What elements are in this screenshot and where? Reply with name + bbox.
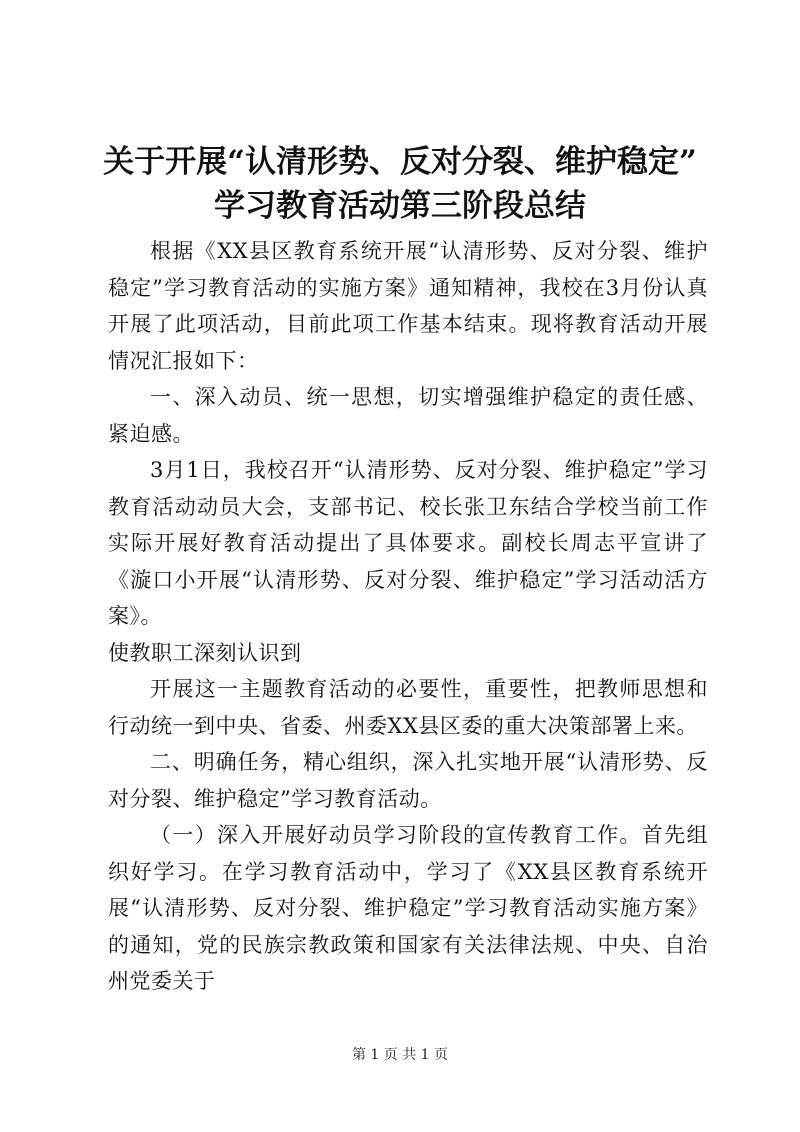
paragraph-necessity: 开展这一主题教育活动的必要性，重要性，把教师思想和行动统一到中央、省委、州委XX县区委的重大决策部署上来。	[108, 677, 708, 738]
paragraph-intro: 根据《XX县区教育系统开展“认清形势、反对分裂、维护稳定”学习教育活动的实施方案》通知精神，我校在3月份认真开展了此项活动，目前此项工作基本结束。现将教育活动开展情况汇报如下：	[108, 239, 708, 373]
paragraph-section-1-heading: 一、深入动员、统一思想，切实增强维护稳定的责任感、紧迫感。	[108, 385, 708, 446]
page-number-footer: 第 1 页 共 1 页	[351, 1047, 449, 1063]
paragraph-mobilization-meeting: 3月1日，我校召开“认清形势、反对分裂、维护稳定”学习教育活动动员大会，支部书记、校长张卫东结合学校当前工作实际开展好教育活动提出了具体要求。副校长周志平宣讲了《漩口小开展“认清形势、反对分裂、维护稳定”学习活动活方案》。	[108, 458, 708, 628]
document-title-line-2: 学习教育活动第三阶段总结	[214, 188, 586, 224]
paragraph-subsection-1: （一）深入开展好动员学习阶段的宣传教育工作。首先组织好学习。在学习教育活动中，学习了《XX县区教育系统开展“认清形势、反对分裂、维护稳定”学习教育活动实施方案》的通知，党的民族宗教政策和国家有关法律法规、中央、自治州党委关于	[108, 823, 708, 993]
document-title-line-1: 关于开展“认清形势、反对分裂、维护稳定”	[103, 144, 697, 180]
paragraph-section-2-heading: 二、明确任务，精心组织，深入扎实地开展“认清形势、反对分裂、维护稳定”学习教育活动。	[108, 750, 708, 811]
paragraph-fragment: 使教职工深刻认识到	[108, 640, 302, 665]
document-body	[108, 233, 708, 1000]
